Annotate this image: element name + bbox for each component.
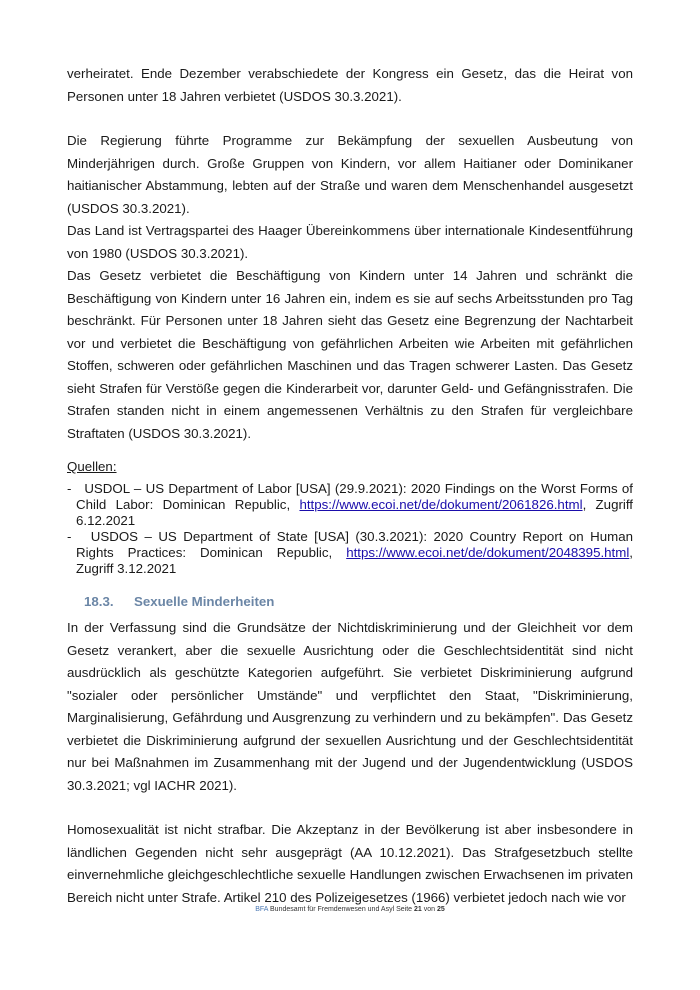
- page-number: 21: [413, 906, 422, 913]
- source-item: - USDOL – US Department of Labor [USA] (29.9.2021): 2020 Findings on the Worst Forms of Child Labor: Dominican Republic, https://www.ecoi.net/de/dokument/2061826.html, Zugriff 6.12.2021: [67, 481, 633, 528]
- section-title: Sexuelle Minderheiten: [134, 594, 275, 609]
- paragraph-hague-convention: Das Land ist Vertragspartei des Haager Übereinkommens über internationale Kindesentführung von 1980 (USDOS 30.3.2021).: [67, 223, 633, 261]
- paragraph-constitution: In der Verfassung sind die Grundsätze der Nichtdiskriminierung und der Gleichheit vor dem Gesetz verankert, aber die sexuelle Ausrichtung oder die Geschlechtsidentität sind nicht ausdrücklich als geschützte Kategorien aufgeführt. Sie verbietet Diskriminierung aufgrund "sozialer oder persönlicher Umstände" und verpflichtet den Staat, "Diskriminierung, Marginalisierung, Gefährdung und Ausgrenzung zu verhindern und zu bekämpfen". Das Gesetz verbietet die Diskriminierung aufgrund der sexuellen Ausrichtung und der Geschlechtsidentität nur bei Maßnahmen im Zusammenhang mit der Jugend und der Jugendentwicklung (USDOS 30.3.2021; vgl IACHR 2021).: [67, 620, 633, 793]
- source-item: - USDOS – US Department of State [USA] (30.3.2021): 2020 Country Report on Human Rights Practices: Dominican Republic, https://www.ecoi.net/de/dokument/2048395.html, Zugriff 3.12.2021: [67, 529, 633, 576]
- document-page: [67, 63, 633, 909]
- section-heading: [67, 593, 633, 611]
- paragraph-marriage: verheiratet. Ende Dezember verabschiedete der Kongress ein Gesetz, das die Heirat von Personen unter 18 Jahren verbietet (USDOS 30.3.2021).: [67, 66, 633, 104]
- paragraph-exploitation: Die Regierung führte Programme zur Bekämpfung der sexuellen Ausbeutung von Minderjährigen durch. Große Gruppen von Kindern, vor allem Haitianer oder Dominikaner haitianischer Abstammung, lebten auf der Straße und waren dem Menschenhandel ausgesetzt (USDOS 30.3.2021).: [67, 133, 633, 216]
- section-number: 18.3.: [84, 594, 114, 609]
- page-total: 25: [436, 906, 445, 913]
- sources-title: Quellen:: [67, 459, 117, 474]
- source-link[interactable]: https://www.ecoi.net/de/dokument/2048395.html: [346, 545, 630, 560]
- bfa-logo: BFA: [255, 906, 269, 913]
- paragraph-homosexuality: Homosexualität ist nicht strafbar. Die Akzeptanz in der Bevölkerung ist aber insbesondere in ländlichen Gegenden nicht sehr ausgeprägt (AA 10.12.2021). Das Strafgesetzbuch stellte einvernehmliche gleichgeschlechtliche sexuelle Handlungen zwischen Erwachsenen im privaten Bereich nicht unter Strafe. Artikel 210 des Polizeigesetzes (1966) verbietet jedoch nach wie vor: [67, 822, 633, 905]
- paragraph-child-labor: Das Gesetz verbietet die Beschäftigung von Kindern unter 14 Jahren und schränkt die Beschäftigung von Kindern unter 16 Jahren ein, indem es sie auf sechs Arbeitsstunden pro Tag beschränkt. Für Personen unter 18 Jahren sieht das Gesetz eine Begrenzung der Nachtarbeit vor und verbietet die Beschäftigung von gefährlichen Arbeiten wie Arbeiten mit gefährlichen Stoffen, schweren oder gefährlichen Maschinen und das Tragen schwerer Lasten. Das Gesetz sieht Strafen für Verstöße gegen die Kinderarbeit vor, darunter Geld- und Gefängnisstrafen. Die Strafen standen nicht in einem angemessenen Verhältnis zu den Strafen für vergleichbare Straftaten (USDOS 30.3.2021).: [67, 268, 633, 441]
- source-link[interactable]: https://www.ecoi.net/de/dokument/2061826.html: [299, 497, 583, 512]
- page-footer: BFA Bundesamt für Fremdenwesen und Asyl Seite 21 von 25: [255, 906, 445, 913]
